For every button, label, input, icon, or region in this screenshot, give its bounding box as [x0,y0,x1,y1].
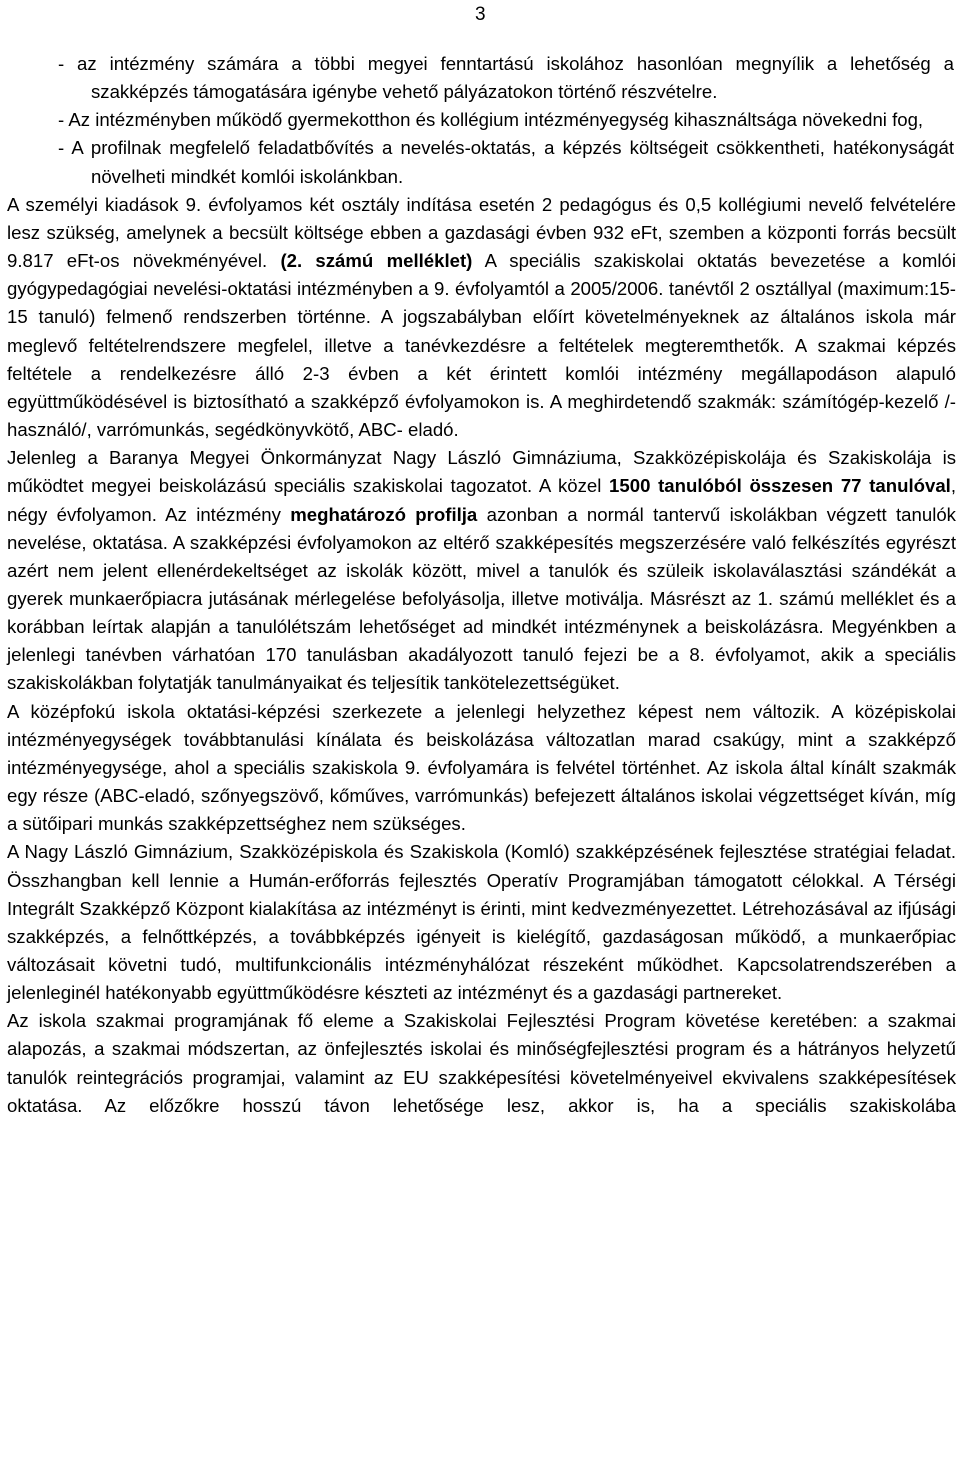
paragraph-nagy-laszlo [7,444,956,697]
text-run: A személyi kiadások 9. évfolyamos két osztály indítása esetén 2 pedagógus és 0,5 kollégiumi nevelő felvételére lesz szükség, amelynek a becsült költsége ebben a gazdasági évben 932 eFt, szemben a központi forrás becsült 9.817 eFt-os növekményével. [7,193,956,272]
paragraph-strategy: A Nagy László Gimnázium, Szakközépiskola és Szakiskola (Komló) szakképzésének fejlesztése stratégiai feladat. Összhangban kell lennie a Humán-erőforrás fejlesztés Operatív Programjában támogatott célokkal. A Térségi Integrált Szakképző Központ kialakítása az intézményt is érinti, mint kedvezményezettet. Létrehozásával az ifjúsági szakképzés, a felnőttképzés, a továbbképzés igényeit is kielégítő, gazdaságosan működő, a munkaerőpiac változásait követni tudó, multifunkcionális intézményhálózat részeként működhet. Kapcsolatrendszerében a jelenleginél hatékonyabb együttműködésre készteti az intézményt és a gazdasági partnereket. [7,841,956,1004]
bold-student-count: 1500 tanulóból összesen 77 tanulóval [609,475,951,497]
paragraph-structure: A középfokú iskola oktatási-képzési szerkezete a jelenlegi helyzethez képest nem változik. A középiskolai intézményegységek továbbtanulási kínálata és beiskolázása változatlan marad csakúgy, mint a szakképző intézményegysége, ahol a speciális szakiskola 9. évfolyamára is felvétel történhet. Az iskola által kínált szakmák egy része (ABC-eladó, szőnyegszövő, kőműves, varrómunkás) befejezett általános iskolai végzettséget kíván, míg a sütőipari munkás szakképzettséghez nem szükséges. [7,700,956,835]
bullet-item: - Az intézményben működő gyermekotthon és kollégium intézményegység kihasználtsága növekedni fog, [58,109,924,131]
bullet-item: - A profilnak megfelelő feladatbővítés a nevelés-oktatás, a képzés költségeit csökkentheti, hatékonyságát növelheti mindkét komlói iskolánkban. [58,137,954,187]
text-run: Jelenleg a Baranya Megyei Önkormányzat Nagy László Gimnáziuma, Szakközépiskolája és Szakiskolája is működtet megyei beiskolázású speciális szakiskolai tagozatot. A közel [7,447,956,497]
text-run: A speciális szakiskolai oktatás bevezetése a komlói gyógypedagógiai nevelési-oktatási intézményben a 9. évfolyamtól a 2005/2006. tanévtől 2 osztállyal (maximum:15-15 tanuló) felmenő rendszerben történne. A jogszabályban előírt követelményeknek az általános iskola már meglevő feltételrendszere megfelel, illetve a tanévkezdésre a feltételek megteremthetők. A szakmai képzés feltétele a rendelkezésre álló 2-3 évben a két érintett komlói intézmény megállapodáson alapuló együttműködésével is biztosítható a szakképző évfolyamokon is. A meghirdetendő szakmák: számítógép-kezelő /-használó/, varrómunkás, segédkönyvkötő, ABC- eladó. [7,250,956,441]
text-run: , négy évfolyamon. Az intézmény [7,475,957,525]
paragraph-program: Az iskola szakmai programjának fő eleme a Szakiskolai Fejlesztési Program követése keretében: a szakmai alapozás, a szakmai módszertan, az önfejlesztés iskolai és minőségfejlesztési program és a hátrányos helyzetű tanulók reintegrációs programjai, valamint az EU szakképesítési követelményeivel ekvivalens szakképesítések oktatása. Az előzőkre hosszú távon lehetősége lesz, akkor is, ha a speciális szakiskolába [7,1010,956,1116]
text-run: azonban a normál tantervű iskolákban végzett tanulók nevelése, oktatása. A szakképzési évfolyamokon az eltérő szakképesítés megszerzésére való felkészítés egyrészt azért nem jelent ellenérdekeltséget az iskolák között, mivel a tanulók és szüleik iskolaválasztási szándékát a gyerek munkaerőpiacra jutásának mérlegelése befolyásolja, illetve motiválja. Másrészt az 1. számú melléklet és a korábban leírtak alapján a tanulólétszám lehetőséget ad mindkét intézménynek a beiskolázásra. Megyénkben a jelenlegi tanévben várhatóan 170 tanulásban akadályozott tanuló fejezi be a 8. évfolyamot, akik a speciális szakiskolákban folytatják tanulmányaikat és teljesítik tankötelezettségüket. [7,503,956,694]
bold-profile: meghatározó profilja [290,503,478,525]
bullet-item: - az intézmény számára a többi megyei fenntartású iskolához hasonlóan megnyílik a lehetőség a szakképzés támogatására igénybe vehető pályázatokon történő részvételre. [58,53,954,103]
paragraph-personnel-costs [7,191,956,444]
annex-reference: (2. számú melléklet) [280,250,473,272]
page-number: 3 [475,4,486,25]
document-body [7,50,956,1120]
